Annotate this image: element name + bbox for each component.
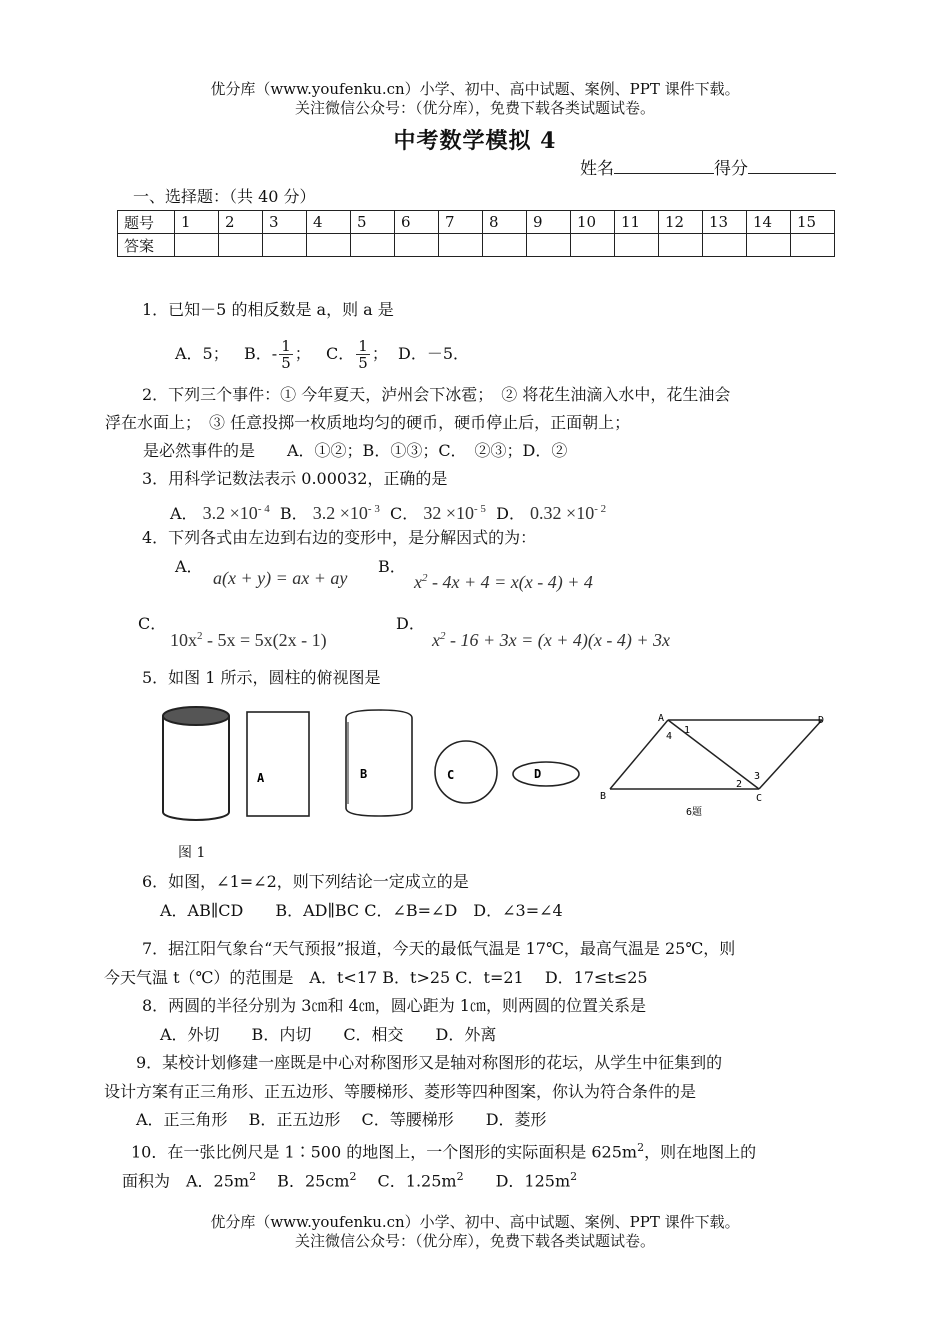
q4-stem: 4．下列各式由左边到右边的变形中，是分解因式的为： [142, 528, 537, 547]
answer-cell[interactable] [175, 234, 219, 257]
answer-table-row2-label: 答案 [118, 234, 175, 257]
q10-option-a: 面积为 A．25m [122, 1171, 250, 1191]
q4-expr-d-sup: 2 [440, 630, 446, 642]
q7-line-2: 今天气温 t（℃）的范围是 A．t<17 B．t>25 C．t=21 D．17≤t≤25 [104, 968, 648, 987]
question-number-cell: 12 [659, 211, 703, 234]
header-line-1: 优分库（www.youfenku.cn）小学、初中、高中试题、案例、PPT 课件下载。 [210, 80, 740, 98]
point-c-label: C [756, 793, 763, 804]
answer-cell[interactable] [483, 234, 527, 257]
q3-expr-d-exp: - 2 [594, 503, 607, 515]
q4-expr-d-pre: x [432, 630, 440, 650]
answer-cell[interactable] [615, 234, 659, 257]
question-number-cell: 13 [703, 211, 747, 234]
question-number-cell: 10 [571, 211, 615, 234]
answer-cell[interactable] [527, 234, 571, 257]
q3-option-d: D． [496, 504, 525, 523]
option-b-label: B [360, 767, 368, 781]
q1-sep-c: ； [371, 344, 388, 363]
segment-cd [759, 720, 822, 789]
name-score-row [580, 157, 836, 180]
score-blank[interactable] [748, 157, 836, 174]
q1-option-c: C． [326, 344, 355, 363]
q4-expr-b-post: - 4x + 4 = x(x - 4) + 4 [427, 572, 593, 592]
q1-fraction-c-den: 5 [358, 354, 368, 372]
q1-fraction-c-num: 1 [358, 337, 368, 355]
option-d-ellipse [513, 762, 579, 786]
figure-1-cylinder-views [150, 700, 590, 830]
cylinder-drawing [163, 707, 229, 820]
q10-option-c-sup: 2 [456, 1170, 464, 1183]
answer-cell[interactable] [791, 234, 835, 257]
point-d-label: D [818, 715, 825, 726]
q4-option-d-label: D． [396, 614, 425, 633]
option-a-label: A [257, 771, 265, 785]
q6-options: A．AB∥CD B．AD∥BC C．∠B=∠D D．∠3=∠4 [160, 901, 563, 920]
q10-line-2 [122, 1166, 577, 1192]
point-a-label: A [658, 713, 665, 724]
option-d-label: D [534, 767, 542, 781]
question-number-cell: 3 [263, 211, 307, 234]
question-number-cell: 8 [483, 211, 527, 234]
q10-line-1-post: ，则在地图上的 [644, 1142, 757, 1162]
angle-3-label: 3 [754, 771, 761, 782]
name-label: 姓名 [580, 159, 614, 179]
q4-expr-b [414, 567, 593, 593]
question-number-cell: 2 [219, 211, 263, 234]
q1-stem: 1．已知－5 的相反数是 a，则 a 是 [142, 300, 394, 319]
q3-expr-a-base: 3.2 ×10 [202, 503, 258, 523]
q3-expr-c-base: 32 ×10 [423, 503, 475, 523]
answer-table-number-row [118, 211, 835, 234]
q3-expr-c-exp: - 5 [474, 503, 486, 515]
answer-cell[interactable] [439, 234, 483, 257]
q9-line-1: 9．某校计划修建一座既是中心对称图形又是轴对称图形的花坛，从学生中征集到的 [136, 1053, 723, 1072]
q1-fraction-b-num: 1 [281, 337, 291, 355]
q3-expr-a [203, 503, 270, 523]
q1-fraction-b [279, 338, 293, 371]
q4-option-b-label: B． [378, 557, 406, 576]
q3-option-b: B． [279, 504, 308, 523]
header-line-2: 关注微信公众号：（优分库），免费下载各类试题试卷。 [294, 99, 655, 117]
question-number-cell: 1 [175, 211, 219, 234]
q8-stem: 8．两圆的半径分别为 3㎝和 4㎝，圆心距为 1㎝，则两圆的位置关系是 [142, 996, 646, 1015]
figure-6-parallelogram [596, 705, 846, 825]
q4-expr-c-pre: 10x [170, 630, 197, 650]
figure-1-caption: 图 1 [178, 845, 206, 861]
q1-fraction-b-den: 5 [281, 354, 291, 372]
footer-line-1: 优分库（www.youfenku.cn）小学、初中、高中试题、案例、PPT 课件下载。 [210, 1213, 740, 1231]
q4-option-c-label: C． [138, 614, 167, 633]
question-number-cell: 7 [439, 211, 483, 234]
q3-expr-d [530, 503, 606, 523]
q10-line-1-pre: 10．在一张比例尺是 1∶500 的地图上，一个图形的实际面积是 625m [131, 1142, 638, 1162]
question-number-cell: 6 [395, 211, 439, 234]
q1-sep-b: ； [294, 344, 311, 363]
q4-expr-d [432, 625, 670, 651]
question-number-cell: 15 [791, 211, 835, 234]
q4-expr-d-post: - 16 + 3x = (x + 4)(x - 4) + 3x [445, 630, 671, 650]
q4-option-a-label: A． [175, 557, 203, 576]
option-b-cylinder-side [346, 710, 412, 816]
q9-line-2: 设计方案有正三角形、正五边形、等腰梯形、菱形等四种图案，你认为符合条件的是 [104, 1082, 697, 1101]
q8-options: A．外切 B．内切 C．相交 D．外离 [160, 1025, 497, 1044]
answer-cell[interactable] [307, 234, 351, 257]
q3-expr-b [313, 503, 380, 523]
answer-table-row1-label: 题号 [118, 211, 175, 234]
q1-option-b: B．- [244, 344, 278, 363]
option-a-rectangle [247, 712, 309, 816]
segment-ab [610, 720, 668, 789]
figure-6-caption: 6题 [686, 807, 703, 818]
q2-line-2: 浮在水面上； ③ 任意投掷一枚质地均匀的硬币，硬币停止后，正面朝上； [105, 413, 631, 432]
q1-option-d: D．－5． [398, 344, 470, 363]
q1-options [175, 334, 469, 374]
answer-cell[interactable] [703, 234, 747, 257]
q4-expr-b-sup: 2 [422, 572, 428, 584]
q5-stem: 5．如图 1 所示，圆柱的俯视图是 [142, 668, 381, 687]
option-c-label: C [447, 768, 455, 782]
q4-expr-c-post: - 5x = 5x(2x - 1) [202, 630, 327, 650]
question-number-cell: 11 [615, 211, 659, 234]
q10-line-1-sup: 2 [637, 1141, 645, 1154]
answer-cell[interactable] [219, 234, 263, 257]
question-number-cell: 4 [307, 211, 351, 234]
q3-expr-c [423, 503, 486, 523]
q2-line-1: 2．下列三个事件：① 今年夏天，泸州会下冰雹； ② 将花生油滴入水中，花生油会 [142, 385, 731, 404]
question-number-cell: 9 [527, 211, 571, 234]
angle-2-label: 2 [736, 779, 743, 790]
answer-table-answer-row [118, 234, 835, 257]
answer-cell[interactable] [263, 234, 307, 257]
q9-options: A．正三角形 B．正五边形 C．等腰梯形 D．菱形 [136, 1110, 547, 1129]
page-title: 中考数学模拟 4 [393, 128, 557, 154]
q10-option-d-sup: 2 [570, 1170, 578, 1183]
q3-expr-a-exp: - 4 [257, 503, 270, 515]
answer-cell[interactable] [747, 234, 791, 257]
answer-cell[interactable] [351, 234, 395, 257]
question-number-cell: 14 [747, 211, 791, 234]
angle-1-label: 1 [684, 725, 691, 736]
q7-line-1: 7．据江阳气象台“天气预报”报道，今天的最低气温是 17℃，最高气温是 25℃，则 [142, 939, 736, 958]
q10-option-b-sup: 2 [349, 1170, 357, 1183]
q3-options [170, 498, 606, 525]
q3-stem: 3．用科学记数法表示 0.00032，正确的是 [142, 469, 448, 488]
q4-expr-a: a(x + y) = ax + ay [213, 568, 348, 588]
question-number-cell: 5 [351, 211, 395, 234]
q1-option-a: A．5； [175, 344, 229, 363]
q4-expr-b-pre: x [414, 572, 422, 592]
footer-line-2: 关注微信公众号：（优分库），免费下载各类试题试卷。 [294, 1232, 655, 1250]
q3-option-a: A． [170, 504, 198, 523]
point-b-label: B [600, 791, 607, 802]
name-blank[interactable] [614, 157, 714, 174]
option-c-circle [435, 741, 497, 803]
answer-cell[interactable] [659, 234, 703, 257]
answer-table [117, 210, 835, 257]
q3-option-c: C． [390, 504, 419, 523]
angle-4-label: 4 [666, 731, 673, 742]
q10-option-b: B．25cm [256, 1171, 350, 1191]
q2-line-3: 是必然事件的是 A．①②；B．①③；C． ②③；D．② [143, 441, 568, 460]
q1-fraction-c [356, 338, 370, 371]
q10-option-d: D．125m [463, 1171, 571, 1191]
q3-expr-d-base: 0.32 ×10 [530, 503, 595, 523]
q10-option-a-sup: 2 [249, 1170, 257, 1183]
section-heading: 一、选择题：（共 40 分） [133, 187, 316, 206]
segment-ac [668, 720, 759, 789]
q4-expr-c-sup: 2 [197, 630, 203, 642]
answer-cell[interactable] [395, 234, 439, 257]
q3-expr-b-base: 3.2 ×10 [312, 503, 368, 523]
q3-expr-b-exp: - 3 [367, 503, 380, 515]
answer-cell[interactable] [571, 234, 615, 257]
q10-option-c: C．1.25m [356, 1171, 457, 1191]
score-label: 得分 [714, 159, 748, 179]
q4-expr-c [170, 625, 327, 651]
q6-stem: 6．如图，∠1=∠2，则下列结论一定成立的是 [142, 872, 469, 891]
q10-line-1 [131, 1137, 756, 1163]
